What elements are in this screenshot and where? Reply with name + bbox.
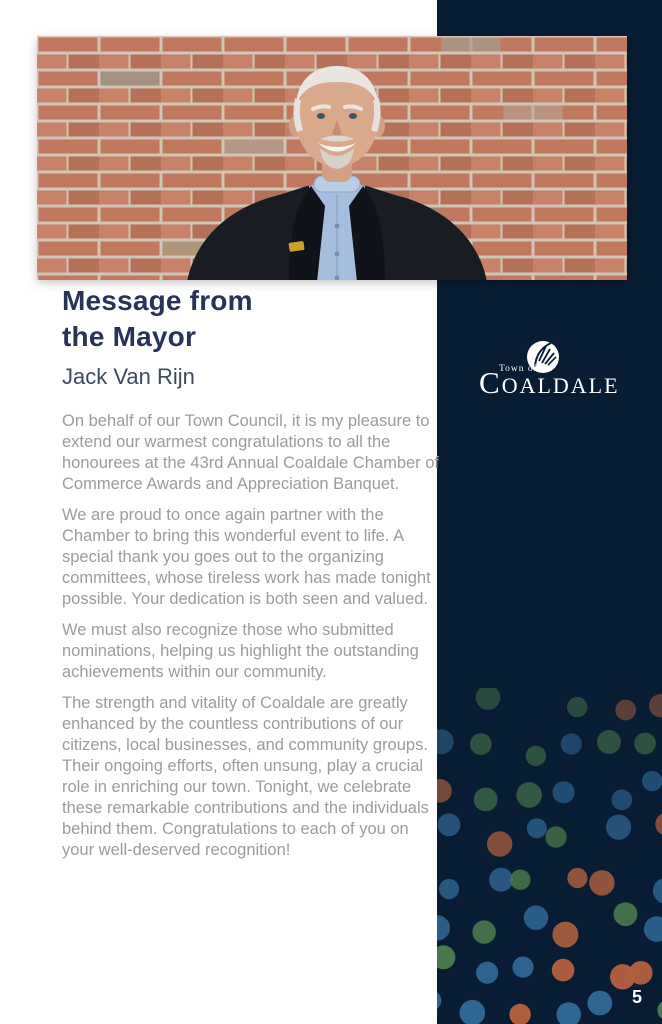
page-title-line1: Message from	[62, 285, 253, 316]
author-name: Jack Van Rijn	[62, 364, 195, 389]
confetti-dot	[437, 945, 455, 969]
confetti-dots-pattern	[437, 688, 662, 1024]
confetti-dot	[649, 694, 662, 717]
confetti-dot	[653, 878, 662, 904]
paragraph-4: The strength and vitality of Coaldale are greatly enhanced by the countless contributions of our citizens, local businesses, and community groups. Their ongoing efforts, often unsung, play a crucial role in enriching our town. Tonight, we celebrate these remarkable contributions and the individuals behind them. Congratulations to each of you on your well-deserved recognition!	[62, 694, 429, 859]
paragraph-3: We must also recognize those who submitted nominations, helping us highlight the outstanding achievements within our community.	[62, 621, 419, 681]
confetti-dot	[460, 1000, 486, 1024]
confetti-dot	[524, 906, 548, 930]
confetti-dot	[642, 771, 662, 791]
confetti-dot	[615, 700, 636, 721]
confetti-dot	[487, 831, 512, 856]
confetti-dot	[552, 781, 574, 803]
confetti-dot	[545, 826, 566, 847]
confetti-dot	[567, 697, 587, 717]
confetti-dot	[439, 879, 459, 899]
confetti-dot	[556, 1002, 581, 1024]
confetti-dot	[644, 916, 662, 942]
confetti-dot	[516, 782, 542, 808]
coaldale-logo	[479, 336, 631, 400]
confetti-dot	[489, 868, 513, 892]
confetti-dot	[587, 991, 612, 1016]
confetti-dot	[634, 733, 656, 755]
confetti-dot	[552, 959, 575, 982]
confetti-dot	[655, 813, 662, 836]
message-body	[62, 411, 440, 861]
confetti-dot	[438, 813, 461, 836]
message-content	[62, 283, 440, 871]
confetti-dot	[474, 788, 498, 812]
logo-coaldale-text: COALDALE	[479, 365, 620, 400]
confetti-dot	[552, 922, 578, 948]
mayor-photo	[37, 36, 627, 280]
confetti-dot	[437, 990, 441, 1010]
page-title-line2: the Mayor	[62, 321, 197, 352]
paragraph-1: On behalf of our Town Council, it is my pleasure to extend our warmest congratulations to all the honourees at the 43rd Annual Coaldale Chamber of Commerce Awards and Appreciation Banquet.	[62, 412, 440, 493]
confetti-dot	[476, 962, 498, 984]
confetti-dot	[510, 870, 530, 890]
confetti-dot	[657, 1000, 662, 1021]
confetti-dot	[509, 1004, 530, 1024]
confetti-dot	[472, 920, 495, 943]
confetti-dot	[597, 730, 621, 754]
logo-town-of-text: Town of	[499, 364, 538, 374]
page-title	[62, 283, 440, 355]
confetti-dot	[527, 818, 547, 838]
confetti-dot	[470, 733, 492, 755]
confetti-dot	[606, 815, 631, 840]
confetti-dot	[629, 961, 653, 985]
confetti-dot	[476, 688, 501, 710]
paragraph-2: We are proud to once again partner with the Chamber to bring this wonderful event to life. A special thank you goes out to the organizing committees, whose tireless work has made tonight possible. Your dedication is both seen and valued.	[62, 506, 431, 608]
page-number: 5	[631, 987, 642, 1007]
confetti-dot	[614, 902, 638, 926]
confetti-dot	[561, 733, 582, 754]
confetti-dot	[437, 915, 450, 940]
confetti-dot	[589, 870, 614, 895]
confetti-dot	[512, 957, 533, 978]
confetti-dot	[612, 790, 633, 811]
confetti-dot	[526, 746, 546, 766]
confetti-dot	[567, 868, 587, 888]
